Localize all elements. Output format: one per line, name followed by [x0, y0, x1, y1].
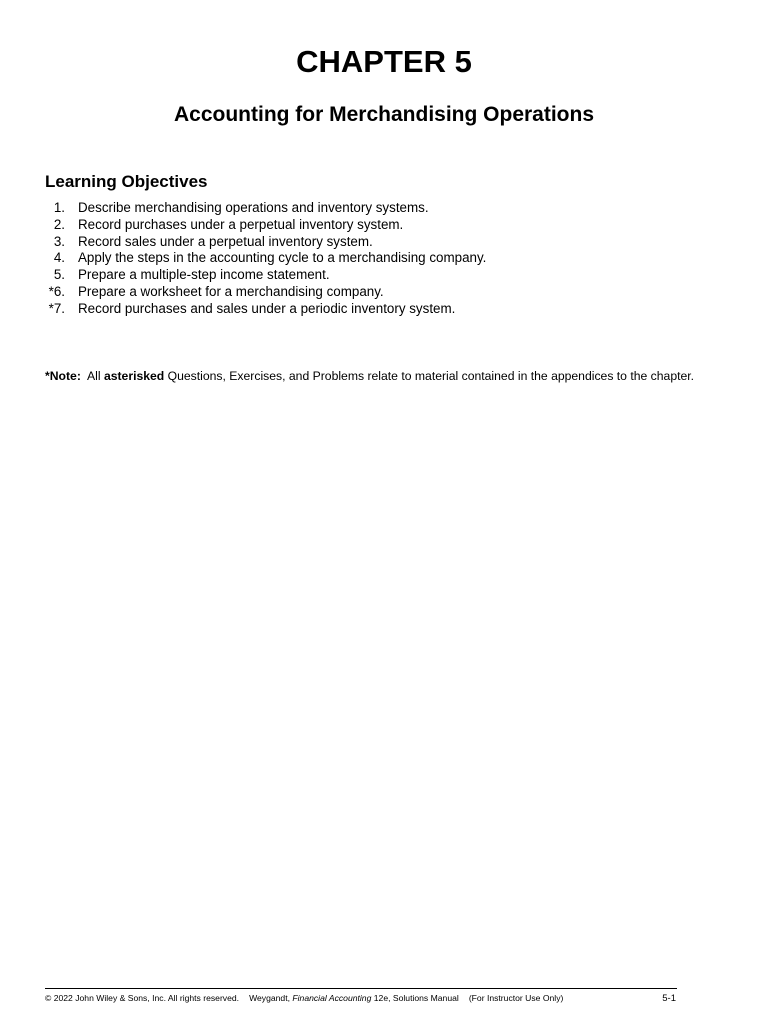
list-item — [45, 200, 486, 217]
objective-number: 5. — [53, 267, 65, 283]
footer-usage: (For Instructor Use Only) — [468, 993, 564, 1003]
footer-copyright: © 2022 John Wiley & Sons, Inc. All rights reserved. — [45, 993, 240, 1003]
list-item — [45, 284, 486, 301]
list-item — [45, 250, 486, 267]
note-pre: All — [87, 369, 101, 383]
list-item — [45, 267, 486, 284]
learning-objectives-heading: Learning Objectives — [45, 172, 208, 191]
chapter-subtitle: Accounting for Merchandising Operations — [173, 103, 595, 126]
list-item — [45, 301, 486, 318]
note-label: *Note: — [45, 369, 81, 383]
objective-text: Record purchases and sales under a periodic inventory system. — [78, 300, 456, 316]
objective-text: Prepare a worksheet for a merchandising company. — [78, 283, 384, 299]
objective-number: 3. — [53, 233, 65, 249]
footer-divider — [45, 988, 677, 989]
chapter-title: CHAPTER 5 — [296, 44, 472, 79]
objective-text: Describe merchandising operations and inventory systems. — [78, 200, 429, 215]
objective-text: Apply the steps in the accounting cycle to a merchandising company. — [78, 250, 487, 266]
note-emphasis: asterisked — [103, 369, 165, 383]
objective-number: *7. — [48, 300, 65, 316]
footer-author: Weygandt, — [249, 993, 290, 1003]
learning-objectives-list — [45, 200, 486, 318]
page-number: 5-1 — [662, 993, 676, 1004]
footer-book-title: Financial Accounting — [292, 993, 372, 1003]
objective-number: *6. — [48, 283, 65, 299]
list-item — [45, 234, 486, 251]
footer — [45, 993, 677, 1003]
appendix-note — [45, 369, 694, 383]
objective-text: Record purchases under a perpetual inventory system. — [78, 216, 404, 232]
objective-text: Record sales under a perpetual inventory system. — [78, 233, 373, 249]
objective-text: Prepare a multiple-step income statement. — [78, 267, 330, 283]
footer-edition: 12e, Solutions Manual — [373, 993, 459, 1003]
objective-number: 4. — [53, 250, 65, 266]
list-item — [45, 217, 486, 234]
objective-number: 1. — [53, 200, 65, 215]
objective-number: 2. — [53, 216, 65, 232]
note-body: Questions, Exercises, and Problems relate to material contained in the appendices to the chapter. — [167, 369, 695, 383]
